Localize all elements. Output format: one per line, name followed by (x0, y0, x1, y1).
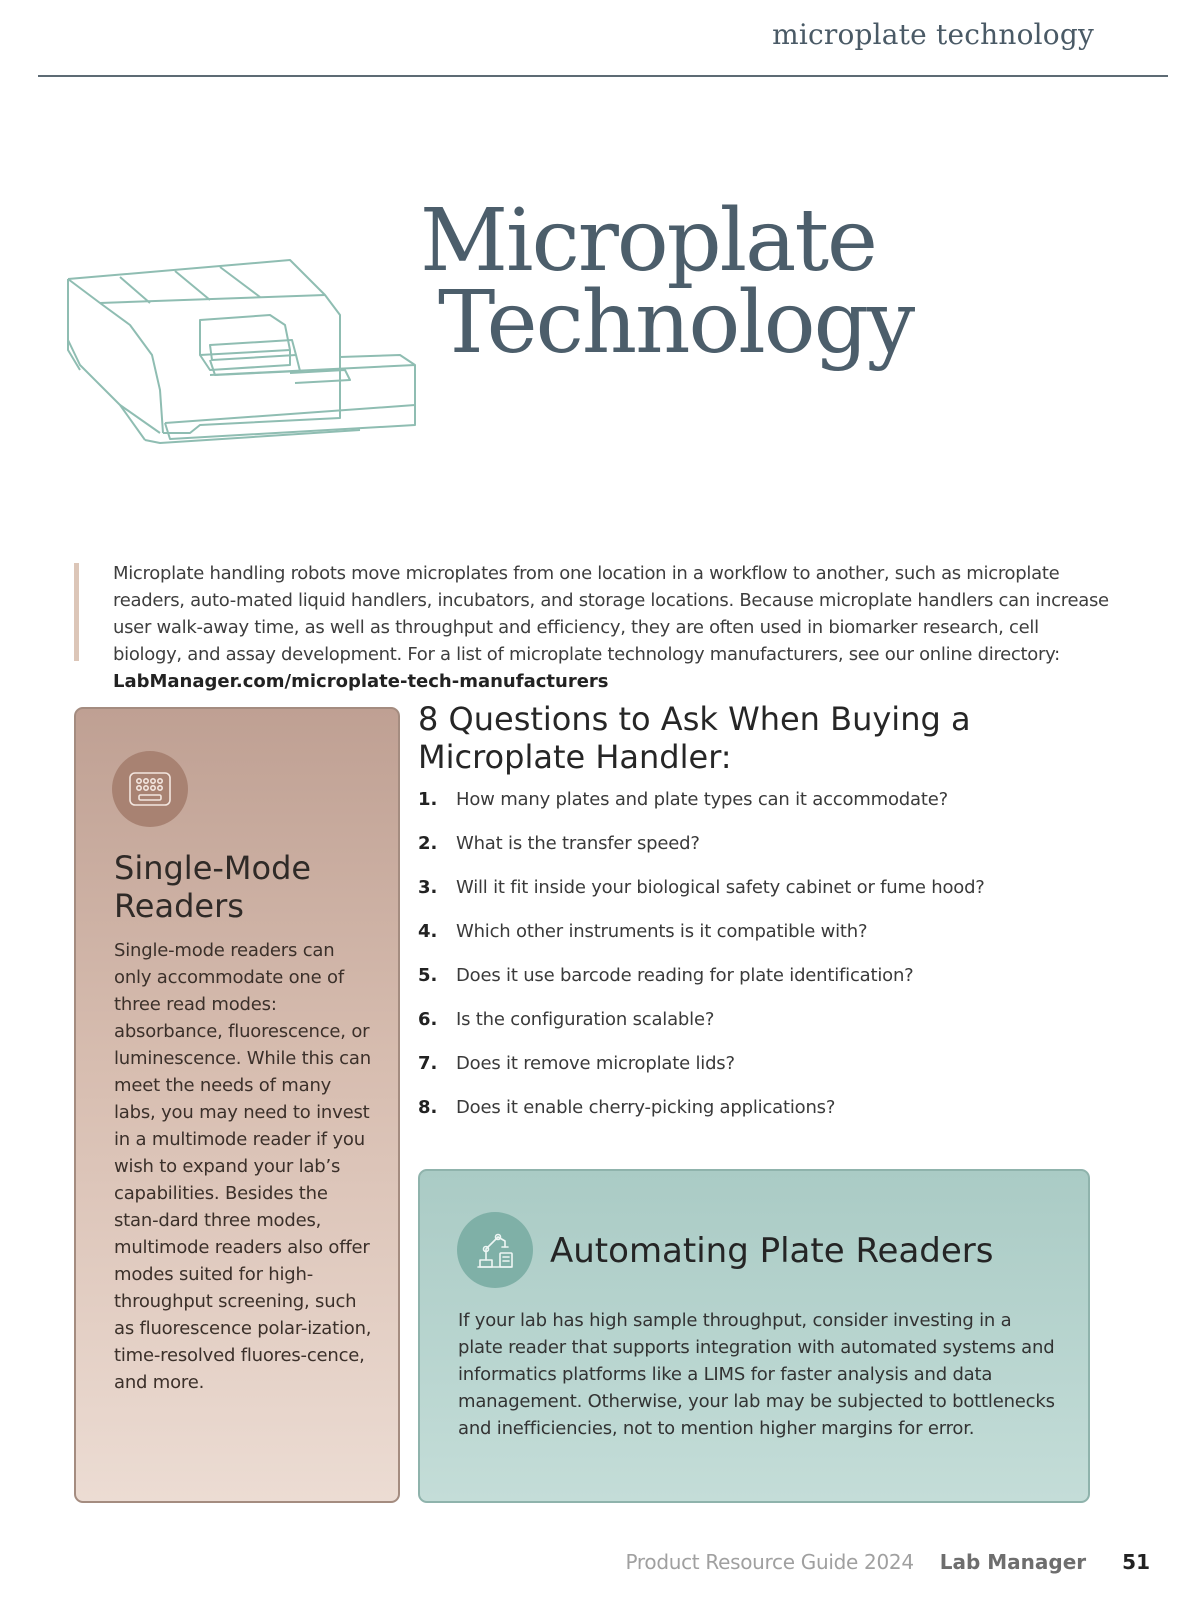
page-number: 51 (1122, 1550, 1150, 1574)
question-text: Does it remove microplate lids? (456, 1053, 735, 1074)
question-item (418, 1051, 985, 1095)
automating-body: If your lab has high sample throughput, consider investing in a plate reader that supports integration with automated systems and informatics platforms like a LIMS for faster analysis and data management. Otherwise, your lab may be subjected to bottlenecks and inefficiencies, not to mention higher margins for error. (458, 1310, 1055, 1439)
automating-title: Automating Plate Readers (550, 1231, 994, 1271)
question-item (418, 787, 985, 831)
single-mode-body: Single-mode readers can only accommodate one of three read modes: absorbance, fluorescence, or luminescence. While this can meet the needs of many labs, you may need to invest in a multimode reader if you wish to expand your lab’s capabilities. Besides the stan-dard three modes, multimode readers also offer modes suited for high-throughput screening, such as fluorescence polar-ization, time-resolved fluores-cence, and more. (114, 940, 372, 1393)
page-title-line-2: Technology (438, 273, 914, 373)
question-number: 4. (418, 921, 438, 942)
single-mode-title: Single-Mode Readers (114, 849, 312, 925)
footer-guide-title: Product Resource Guide 2024 (625, 1550, 914, 1574)
question-number: 2. (418, 833, 438, 854)
question-item (418, 1095, 985, 1139)
intro-accent-bar (74, 563, 79, 661)
question-number: 1. (418, 789, 438, 810)
intro-text: Microplate handling robots move microplates from one location in a workflow to another, such as microplate readers, auto-mated liquid handlers, incubators, and storage locations. Because microplate handlers can increase user walk-away time, as well as throughput and efficiency, they are often used in biomarker research, cell biology, and assay development. For a list of microplate technology manufacturers, see our online directory: (113, 563, 1109, 665)
microplate-icon (112, 751, 188, 827)
question-text: Which other instruments is it compatible with? (456, 921, 868, 942)
question-number: 6. (418, 1009, 438, 1030)
automating-plate-readers-card (418, 1169, 1090, 1503)
question-number: 5. (418, 965, 438, 986)
single-mode-readers-card (74, 707, 400, 1503)
page-title-line-1: Microplate (420, 191, 876, 291)
directory-link[interactable]: LabManager.com/microplate-tech-manufacturers (113, 671, 609, 692)
header-rule (38, 75, 1168, 77)
question-item (418, 1007, 985, 1051)
question-text: Does it use barcode reading for plate identification? (456, 965, 914, 986)
question-text: What is the transfer speed? (456, 833, 700, 854)
page-title (420, 191, 914, 373)
page-footer (625, 1550, 1150, 1574)
question-number: 8. (418, 1097, 438, 1118)
question-number: 3. (418, 877, 438, 898)
question-item (418, 963, 985, 1007)
robot-arm-icon (457, 1212, 533, 1288)
microplate-handler-illustration (60, 255, 440, 465)
question-item (418, 875, 985, 919)
question-text: Does it enable cherry-picking applications? (456, 1097, 836, 1118)
intro-paragraph (113, 560, 1113, 695)
section-label: microplate technology (772, 18, 1094, 51)
question-item (418, 831, 985, 875)
question-text: Will it fit inside your biological safety cabinet or fume hood? (456, 877, 985, 898)
question-text: How many plates and plate types can it accommodate? (456, 789, 948, 810)
question-number: 7. (418, 1053, 438, 1074)
question-text: Is the configuration scalable? (456, 1009, 715, 1030)
questions-title: 8 Questions to Ask When Buying a Microplate Handler: (418, 700, 971, 776)
question-item (418, 919, 985, 963)
questions-list (418, 787, 985, 1139)
footer-brand: Lab Manager (939, 1550, 1087, 1574)
